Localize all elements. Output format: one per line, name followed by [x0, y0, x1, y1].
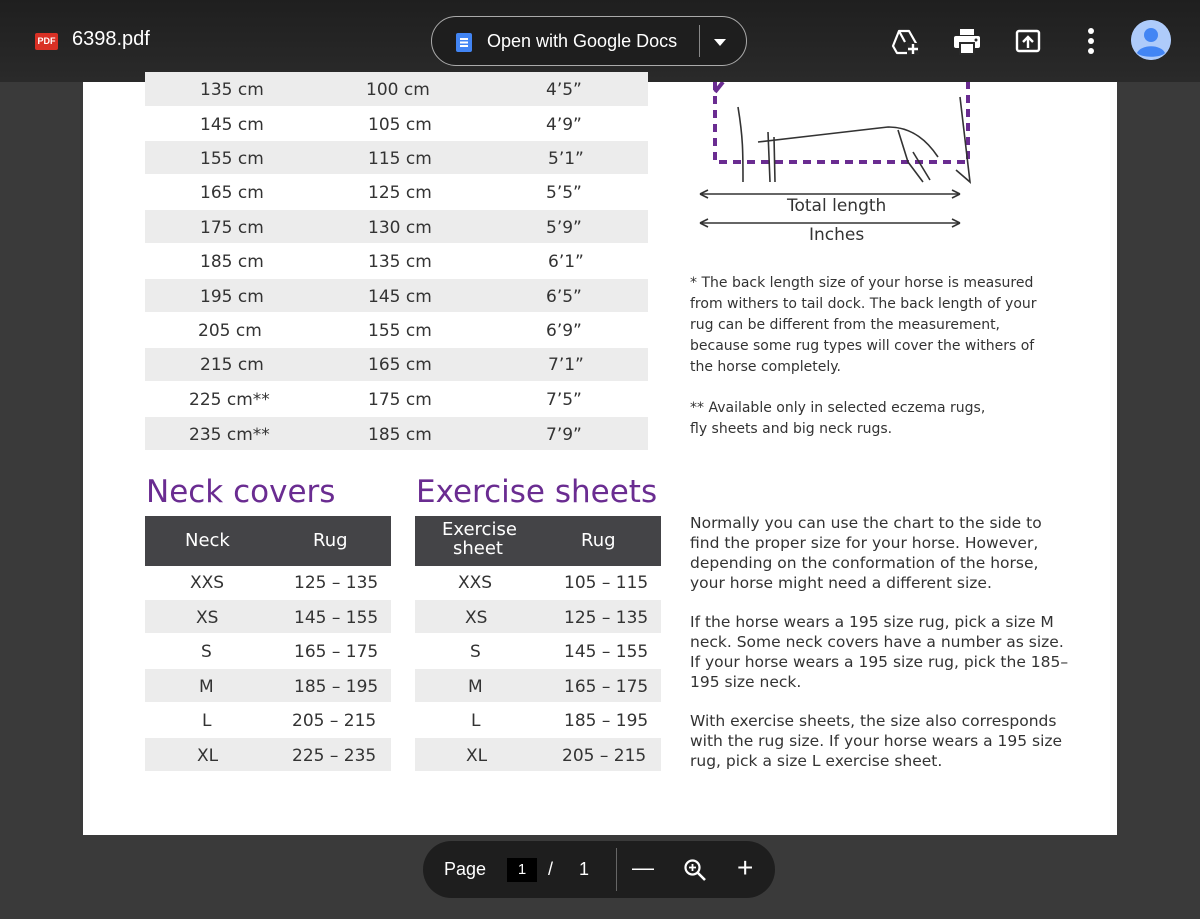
- open-with-label: Open with Google Docs: [487, 31, 678, 51]
- size-cm-cell: 225 cm**: [189, 390, 270, 410]
- size-ft-cell: 6’5”: [546, 287, 582, 307]
- exercise-sheets-header: [415, 516, 661, 566]
- google-docs-icon: [456, 33, 472, 52]
- size-cm-cell: 215 cm: [200, 355, 264, 375]
- size-cm-cell: 145 cm: [200, 115, 264, 135]
- total-pages: 1: [579, 859, 590, 879]
- exercise-size-cell: M: [468, 677, 483, 697]
- zoom-in-button[interactable]: +: [737, 852, 754, 883]
- page-number-input[interactable]: 1: [507, 858, 537, 882]
- exercise-col-header-line2: sheet: [453, 538, 503, 559]
- size-cm-cell: 185 cm: [200, 252, 264, 272]
- neck-size-cell: M: [199, 677, 214, 697]
- size-mid-cell: 175 cm: [368, 390, 432, 410]
- size-mid-cell: 185 cm: [368, 425, 432, 445]
- rug-col-header: Rug: [313, 530, 348, 551]
- back-length-note: * The back length size of your horse is measured from withers to tail dock. The back length of your rug can be different from the measurement, because some rug types will cover the withers of the horse completely.: [690, 275, 1037, 375]
- size-cm-cell: 155 cm: [200, 149, 264, 169]
- exercise-rug-cell: 125 – 135: [564, 608, 649, 628]
- exercise-rug-cell: 185 – 195: [564, 711, 649, 731]
- neck-rug-cell: 125 – 135: [294, 573, 379, 593]
- neck-rug-cell: 185 – 195: [294, 677, 379, 697]
- chevron-down-icon[interactable]: [714, 39, 726, 46]
- size-cm-cell: 175 cm: [200, 218, 264, 238]
- size-mid-cell: 100 cm: [366, 80, 430, 100]
- size-cm-cell: 135 cm: [200, 80, 264, 100]
- availability-note: ** Available only in selected eczema rugs, fly sheets and big neck rugs.: [690, 400, 986, 437]
- open-with-divider: [699, 25, 700, 57]
- exercise-size-cell: XL: [466, 746, 488, 766]
- open-in-new-icon[interactable]: [1013, 26, 1043, 56]
- viewer-toolbar: [0, 0, 1200, 82]
- neck-covers-header: [145, 516, 391, 566]
- page-controls-divider: [616, 848, 617, 891]
- size-mid-cell: 135 cm: [368, 252, 432, 272]
- zoom-out-button[interactable]: —: [632, 855, 654, 880]
- size-ft-cell: 5’9”: [546, 218, 582, 238]
- exercise-size-cell: XXS: [458, 573, 493, 593]
- size-mid-cell: 125 cm: [368, 183, 432, 203]
- pdf-file-icon: PDF: [35, 33, 58, 50]
- size-ft-cell: 7’9”: [546, 425, 582, 445]
- neck-size-cell: XL: [197, 746, 219, 766]
- sizing-paragraph-1: Normally you can use the chart to the side to find the proper size for your horse. However, depending on the conformation of the horse, your horse might need a different size.: [690, 514, 1042, 592]
- more-vert-icon[interactable]: [1088, 28, 1096, 56]
- neck-rug-cell: 205 – 215: [292, 711, 377, 731]
- size-ft-cell: 7’1”: [548, 355, 584, 375]
- neck-size-cell: XS: [196, 608, 219, 628]
- neck-size-cell: XXS: [190, 573, 225, 593]
- exercise-col-header-line1: Exercise: [442, 519, 517, 540]
- exercise-rug-cell: 165 – 175: [564, 677, 649, 697]
- size-ft-cell: 4’9”: [546, 115, 582, 135]
- neck-size-cell: S: [201, 642, 212, 662]
- size-ft-cell: 5’5”: [546, 183, 582, 203]
- size-mid-cell: 165 cm: [368, 355, 432, 375]
- print-icon[interactable]: [952, 26, 982, 56]
- neck-covers-title: Neck covers: [146, 474, 336, 510]
- size-mid-cell: 130 cm: [368, 218, 432, 238]
- sizing-paragraph-3: With exercise sheets, the size also corresponds with the rug size. If your horse wears a 195 size rug, pick a size L exercise sheet.: [690, 712, 1063, 770]
- neck-rug-cell: 225 – 235: [292, 746, 377, 766]
- size-cm-cell: 195 cm: [200, 287, 264, 307]
- size-mid-cell: 145 cm: [368, 287, 432, 307]
- exercise-rug-cell: 105 – 115: [564, 573, 649, 593]
- size-ft-cell: 5’1”: [548, 149, 584, 169]
- size-cm-cell: 205 cm: [198, 321, 262, 341]
- neck-rug-cell: 165 – 175: [294, 642, 379, 662]
- page-separator: /: [548, 859, 554, 879]
- pdf-page: [83, 82, 1117, 835]
- size-cm-cell: 165 cm: [200, 183, 264, 203]
- zoom-icon[interactable]: [683, 858, 707, 882]
- size-ft-cell: 7’5”: [546, 390, 582, 410]
- size-ft-cell: 4’5”: [546, 80, 582, 100]
- size-ft-cell: 6’1”: [548, 252, 584, 272]
- page-label: Page: [444, 859, 487, 879]
- exercise-rug-cell: 145 – 155: [564, 642, 649, 662]
- exercise-sheets-title: Exercise sheets: [416, 474, 658, 510]
- size-mid-cell: 105 cm: [368, 115, 432, 135]
- account-avatar-icon[interactable]: [1131, 20, 1171, 60]
- total-length-label: Total length: [787, 196, 887, 216]
- open-with-google-docs-button[interactable]: [431, 16, 747, 66]
- sizing-paragraph-2: If the horse wears a 195 size rug, pick a size M neck. Some neck covers have a number as size. If your horse wears a 195 size rug, pick the 185–195 size neck.: [690, 613, 1069, 691]
- exercise-size-cell: L: [471, 711, 481, 731]
- neck-rug-cell: 145 – 155: [294, 608, 379, 628]
- size-mid-cell: 115 cm: [368, 149, 432, 169]
- size-mid-cell: 155 cm: [368, 321, 432, 341]
- add-to-drive-icon[interactable]: [890, 26, 920, 56]
- exercise-size-cell: S: [470, 642, 481, 662]
- neck-col-header: Neck: [185, 530, 230, 551]
- file-name: 6398.pdf: [72, 28, 150, 50]
- inches-label: Inches: [809, 225, 865, 245]
- neck-size-cell: L: [202, 711, 212, 731]
- size-ft-cell: 6’9”: [546, 321, 582, 341]
- exercise-size-cell: XS: [465, 608, 488, 628]
- page-controls-bar: [423, 841, 775, 898]
- size-cm-cell: 235 cm**: [189, 425, 270, 445]
- exercise-rug-col-header: Rug: [581, 530, 616, 551]
- exercise-rug-cell: 205 – 215: [562, 746, 647, 766]
